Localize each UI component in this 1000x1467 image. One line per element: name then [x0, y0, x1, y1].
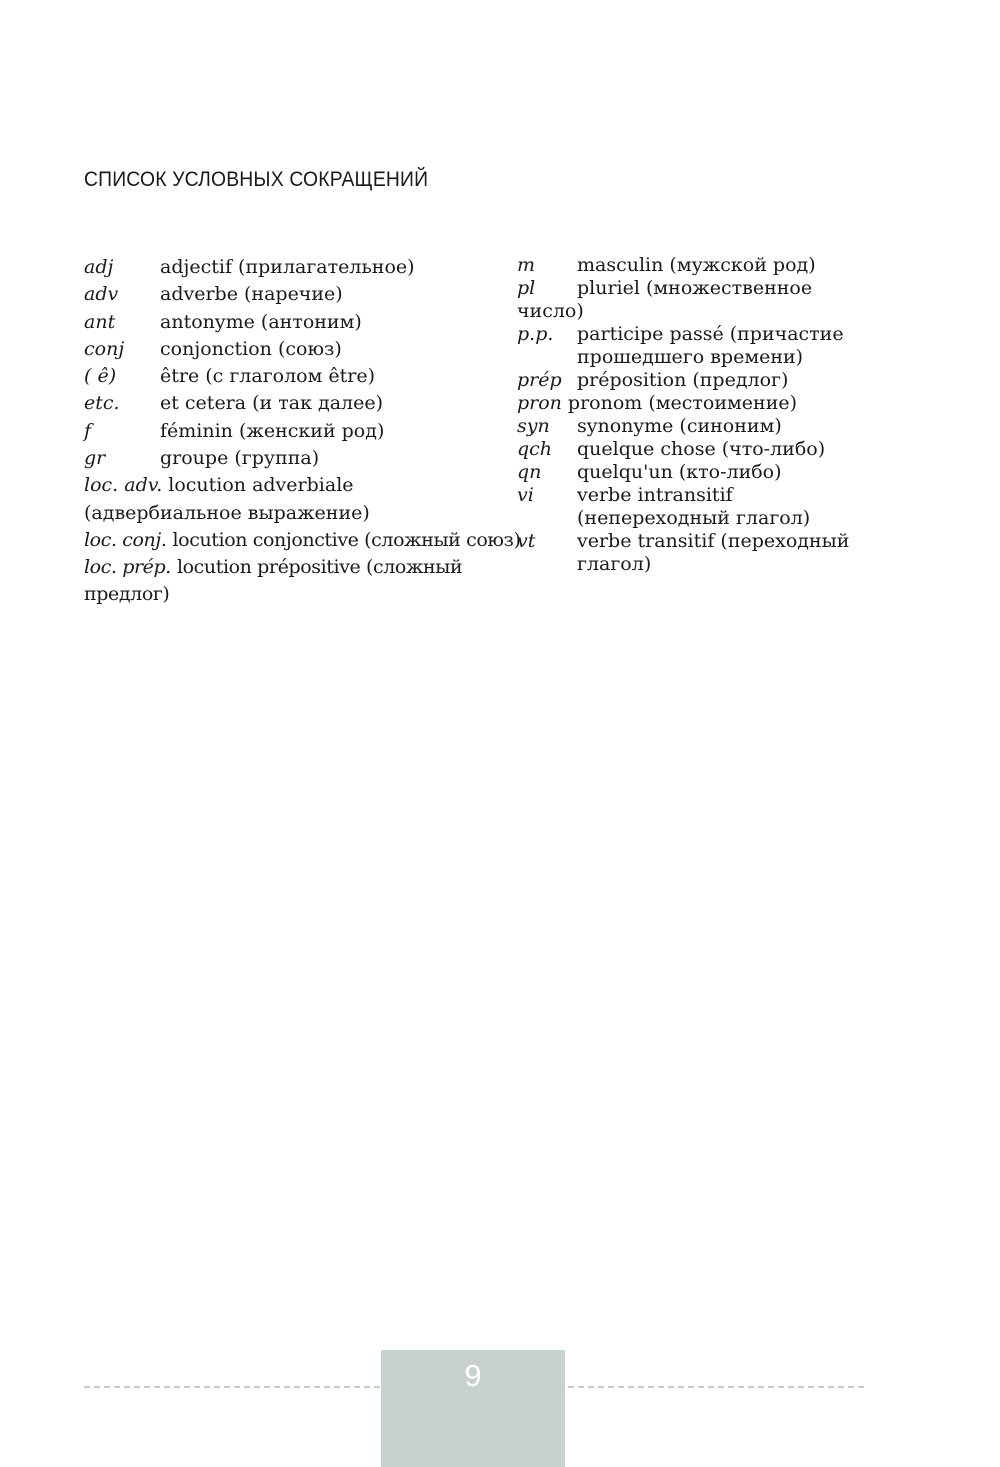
abbreviation: qn [517, 461, 542, 483]
page-number-box [381, 1350, 565, 1467]
abbreviation: pl [517, 277, 536, 299]
abbreviation: etc. [84, 392, 120, 415]
definition: masculin (мужской род) [577, 254, 816, 276]
definition-continuation: глагол) [577, 553, 652, 575]
abbreviation: loc. conj. [84, 528, 167, 551]
abbreviation: conj [84, 337, 125, 360]
definition: pronom (местоимение) [567, 392, 798, 414]
list-item [517, 323, 877, 369]
list-item [84, 445, 524, 472]
list-item [517, 277, 877, 323]
definition: quelque chose (что-либо) [577, 438, 826, 460]
footer-divider-right [568, 1386, 864, 1388]
list-item [84, 363, 524, 390]
abbreviation: pron [517, 392, 562, 414]
definition: adjectif (прилагательное) [160, 256, 415, 278]
list-item [517, 461, 877, 484]
definition-continuation: (адвербиальное выражение) [84, 501, 370, 524]
list-item [84, 418, 524, 445]
definition: préposition (предлог) [577, 369, 789, 391]
abbreviation: loc. prép. [84, 556, 171, 579]
list-item [84, 527, 524, 554]
abbreviation: f [84, 419, 92, 442]
page-number: 9 [464, 1358, 482, 1393]
definition-continuation: (непереходный глагол) [577, 507, 811, 529]
definition: féminin (женский род) [160, 419, 385, 442]
definition: et cetera (и так далее) [160, 392, 383, 415]
abbreviation: prép [517, 369, 562, 391]
definition: pluriel (множественное число) [517, 277, 813, 322]
abbreviation: vt [517, 530, 536, 552]
abbreviation: syn [517, 415, 550, 437]
list-item [84, 309, 524, 336]
list-item [84, 554, 524, 606]
abbreviation: loc. adv. [84, 474, 163, 497]
definition: antonyme (антоним) [160, 310, 362, 333]
abbreviation: adj [84, 256, 114, 278]
list-item [84, 281, 524, 308]
list-item [517, 254, 877, 277]
list-item [517, 415, 877, 438]
definition-continuation: прошедшего времени) [577, 346, 804, 368]
list-item [517, 484, 877, 530]
definition: locution conjonctive (сложный союз) [172, 528, 521, 551]
definition: verbe transitif (переходный [577, 530, 850, 552]
abbreviation: ant [84, 310, 116, 333]
definition: être (с глаголом être) [160, 365, 376, 388]
list-item [84, 472, 524, 499]
definition: groupe (группа) [160, 447, 320, 470]
abbreviation: vi [517, 484, 534, 506]
list-item [84, 390, 524, 417]
definition: adverbe (наречие) [160, 283, 343, 306]
definition: quelqu'un (кто-либо) [577, 461, 782, 483]
abbreviation: m [517, 254, 536, 276]
footer-divider-left [84, 1386, 380, 1388]
abbreviation-list-right [517, 254, 877, 576]
definition: synonyme (синоним) [577, 415, 782, 437]
definition: verbe intransitif [577, 484, 733, 506]
abbreviation: p.p. [517, 323, 554, 345]
definition: locution prépositive (сложный предлог) [84, 556, 463, 606]
list-item [84, 254, 524, 281]
list-item [517, 438, 877, 461]
list-item [517, 530, 877, 576]
definition: participe passé (причастие [577, 323, 844, 345]
list-item-continuation [84, 500, 524, 527]
list-item [84, 336, 524, 363]
abbreviation: qch [517, 438, 553, 460]
abbreviation-list-left [84, 254, 524, 606]
definition: locution adverbiale [168, 474, 354, 497]
abbreviation: ( ê) [84, 365, 117, 388]
abbreviation: gr [84, 447, 106, 470]
page-title: СПИСОК УСЛОВНЫХ СОКРАЩЕНИЙ [84, 168, 429, 191]
list-item [517, 392, 877, 415]
definition: conjonction (союз) [160, 337, 342, 360]
list-item [517, 369, 877, 392]
abbreviation: adv [84, 283, 119, 306]
